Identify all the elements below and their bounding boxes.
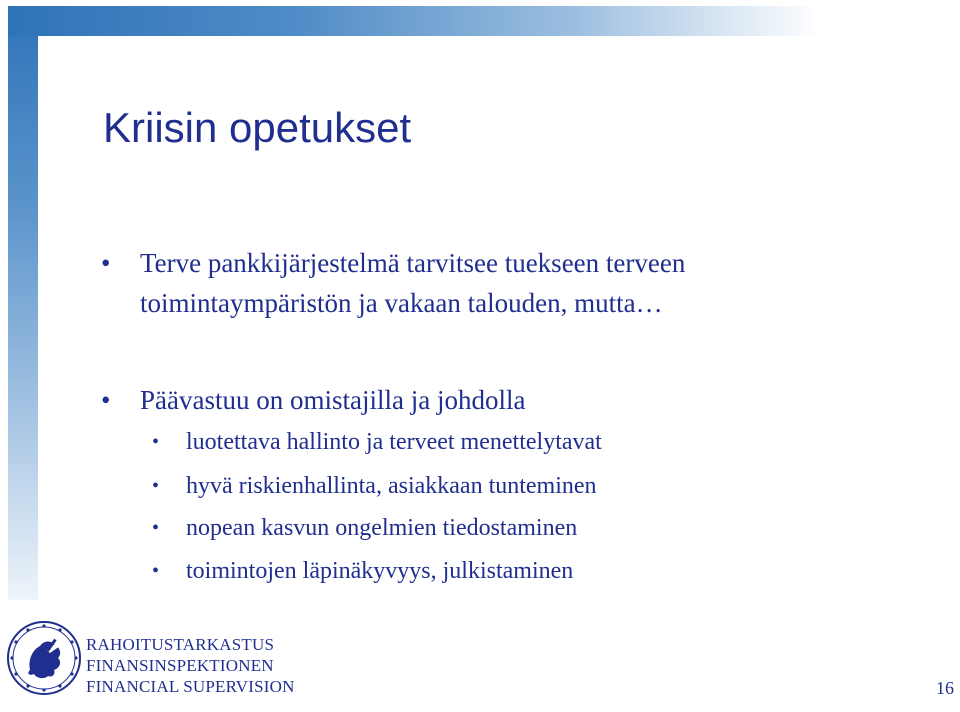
bullet-item — [101, 380, 801, 420]
bullet-dot: • — [152, 560, 160, 582]
decorative-frame-top — [8, 6, 820, 36]
page-number: 16 — [936, 678, 954, 698]
bullet-dot: • — [101, 248, 111, 278]
sub-bullet-text: nopean kasvun ongelmien tiedostaminen — [186, 515, 578, 541]
bullet-dot: • — [152, 431, 160, 453]
sub-bullet-text: toimintojen läpinäkyvyys, julkistaminen — [186, 558, 574, 584]
bullet-text: Päävastuu on omistajilla ja johdolla — [140, 385, 526, 415]
org-name-finnish: RAHOITUSTARKASTUS — [86, 635, 275, 654]
bullet-item — [101, 243, 801, 363]
bullet-text: Terve pankkijärjestelmä tarvitsee tuekseen terveen toimintaympäristön ja vakaan talouden, mutta… — [140, 248, 686, 318]
slide-title: Kriisin opetukset — [103, 104, 412, 151]
lion-emblem-icon — [6, 620, 82, 696]
decorative-frame-left — [8, 6, 38, 600]
org-name-english: FINANCIAL SUPERVISION — [86, 677, 295, 696]
sub-bullet-text: luotettava hallinto ja terveet menettelytavat — [186, 429, 602, 455]
org-name-swedish: FINANSINSPEKTIONEN — [86, 656, 274, 675]
sub-bullet-text: hyvä riskienhallinta, asiakkaan tunteminen — [186, 473, 597, 499]
bullet-dot: • — [152, 517, 160, 539]
bullet-dot: • — [152, 475, 160, 497]
bullet-dot: • — [101, 385, 111, 415]
